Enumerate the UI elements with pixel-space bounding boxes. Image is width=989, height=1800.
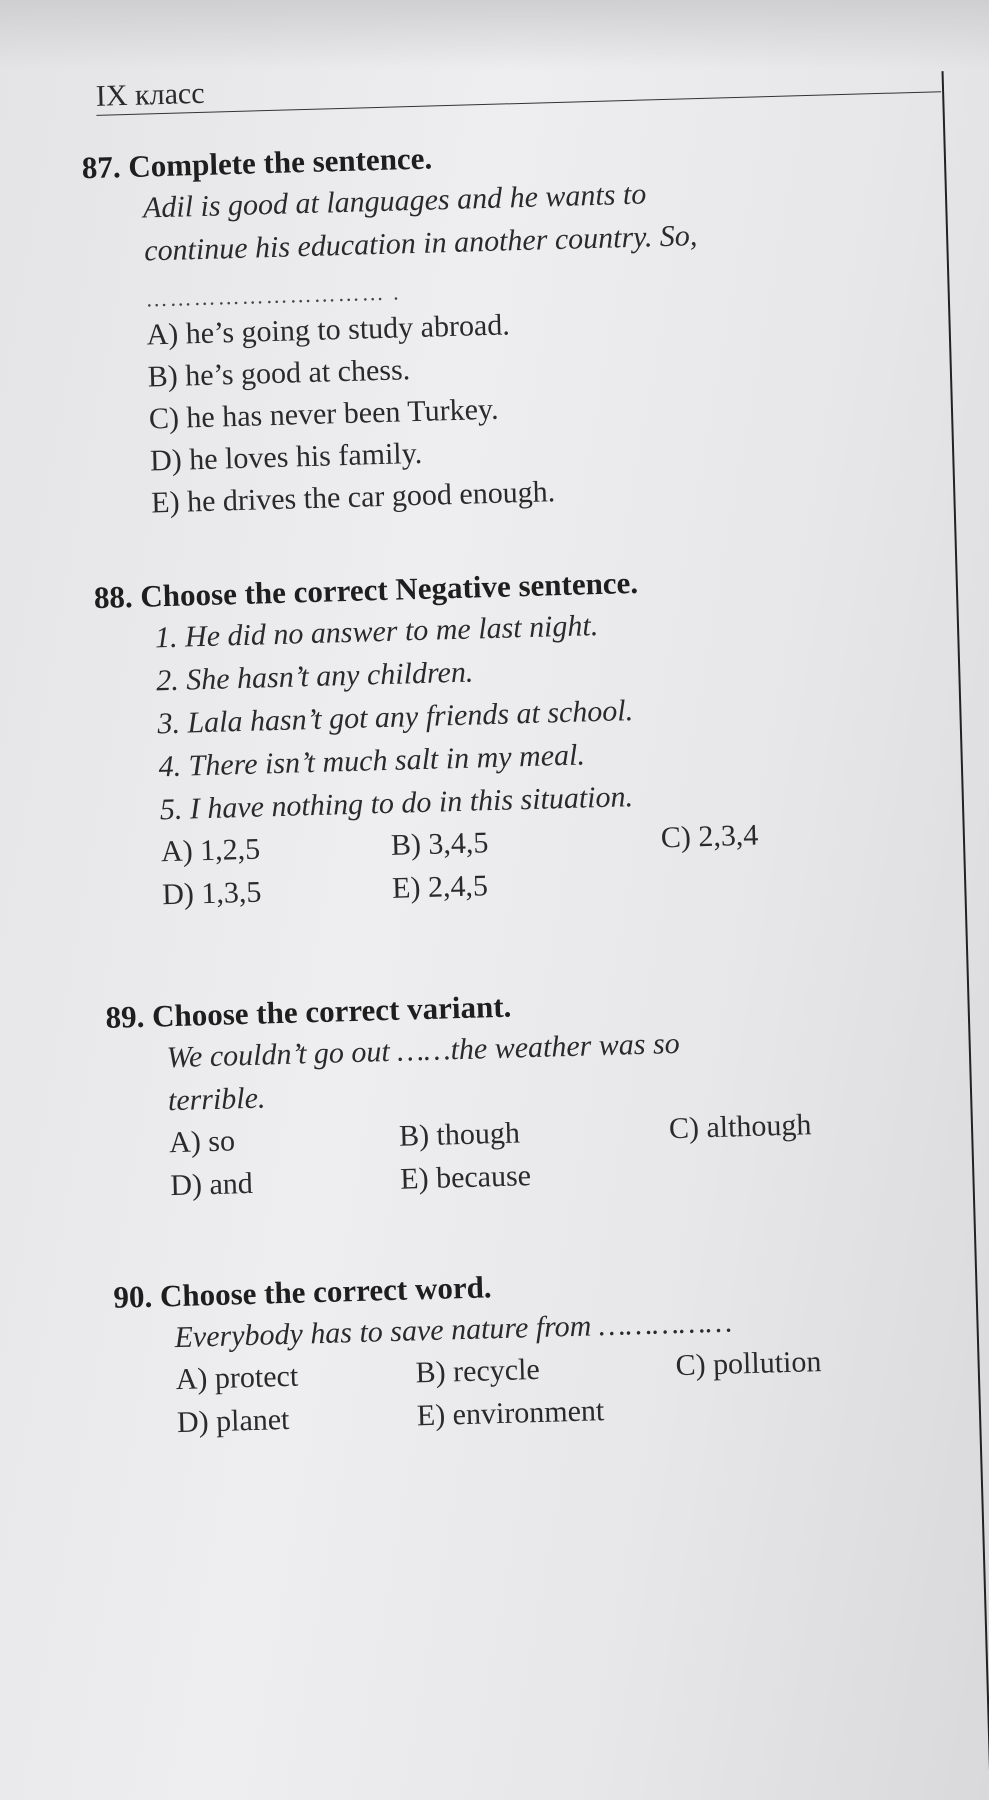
option-b: B) he’s good at chess. (147, 353, 411, 394)
statement-item: 3. Lala hasn’t got any friends at school. (156, 694, 634, 741)
option-d: D) 1,3,5 (161, 875, 262, 912)
option-b: B) though (398, 1116, 521, 1153)
option-d: D) he loves his family. (149, 436, 423, 478)
statement-item: 4. There isn’t much salt in my meal. (158, 738, 586, 784)
option-e: E) he drives the car good enough. (150, 475, 556, 520)
statement-item: 2. She hasn’t any children. (155, 655, 474, 698)
option-b: B) 3,4,5 (390, 826, 489, 862)
question-87 (81, 126, 951, 526)
option-e: E) 2,4,5 (391, 869, 489, 905)
option-e: E) because (399, 1159, 532, 1196)
option-d: D) planet (176, 1402, 290, 1440)
option-a: A) 1,2,5 (160, 832, 261, 869)
margin-rule (942, 71, 989, 1770)
question-87-prompt-line: Adil is good at languages and he wants to (142, 177, 647, 225)
question-89-prompt-line: terrible. (167, 1081, 266, 1118)
option-d: D) and (169, 1166, 254, 1203)
header-rule (96, 91, 941, 116)
option-c: C) 2,3,4 (660, 818, 759, 855)
question-87-prompt-line: continue his education in another country. So, (143, 219, 698, 268)
option-a: A) he’s going to study abroad. (146, 308, 511, 352)
grade-label: IX класс (95, 76, 205, 113)
question-89-prompt-line: We couldn’t go out ……the weather was so (166, 1026, 681, 1075)
statement-item: 5. I have nothing to do in this situation. (159, 780, 634, 827)
question-88 (93, 556, 962, 919)
question-88-title: 88. Choose the correct Negative sentence. (93, 564, 639, 616)
option-b: B) recycle (415, 1352, 541, 1390)
option-c: C) pollution (675, 1345, 822, 1383)
option-c: C) although (668, 1108, 812, 1146)
option-c: C) he has never been Turkey. (148, 392, 499, 436)
answer-blank: ………………………… . (145, 279, 401, 312)
option-e: E) environment (416, 1394, 605, 1433)
question-89 (105, 976, 971, 1210)
option-a: A) so (168, 1124, 236, 1160)
question-90-title: 90. Choose the correct word. (112, 1269, 493, 1315)
question-87-title: 87. Complete the sentence. (81, 140, 433, 186)
question-90-prompt: Everybody has to save nature from …………… (174, 1305, 733, 1355)
option-a: A) protect (175, 1359, 299, 1397)
question-90 (113, 1256, 977, 1447)
statement-item: 1. He did no answer to me last night. (154, 609, 599, 655)
question-89-title: 89. Choose the correct variant. (105, 988, 512, 1035)
